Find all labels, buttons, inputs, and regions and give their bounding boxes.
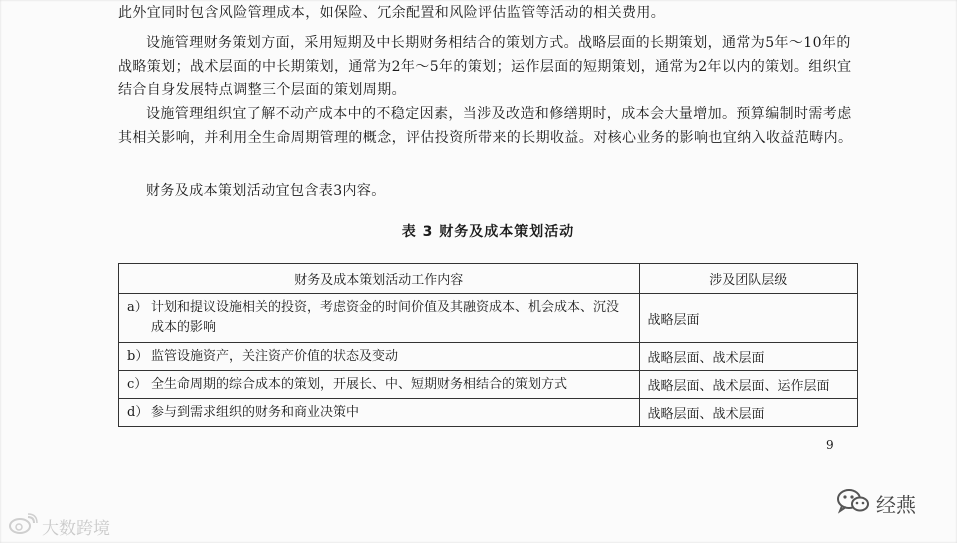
team-level-cell: 战略层面、战术层面 — [639, 399, 857, 427]
activity-cell — [119, 294, 640, 343]
activity-text: 计划和提议设施相关的投资，考虑资金的时间价值及其融资成本、机会成本、沉没成本的影响 — [151, 300, 620, 335]
activity-cell — [119, 399, 640, 427]
paragraph-text: 设施管理财务策划方面，采用短期及中长期财务相结合的策划方式。战略层面的长期策划，通常为5年～10年的战略策划；战术层面的中长期策划，通常为2年～5年的策划；运作层面的短期策划，通常为2年以内的策划。组织宜结合自身发展特点调整三个层面的策划周期。 — [118, 35, 852, 99]
column-header-content: 财务及成本策划活动工作内容 — [119, 264, 640, 294]
activity-cell — [119, 343, 640, 371]
paragraph-text: 此外宜同时包含风险管理成本，如保险、冗余配置和风险评估监管等活动的相关费用。 — [118, 5, 666, 21]
row-marker: c） — [127, 376, 148, 392]
watermark-left — [8, 513, 110, 540]
column-header-level: 涉及团队层级 — [639, 264, 857, 294]
activity-cell — [119, 371, 640, 399]
watermark-right — [836, 488, 916, 519]
team-level-cell: 战略层面、战术层面 — [639, 343, 857, 371]
financial-activities-table — [118, 263, 858, 427]
paragraph-real-estate-cost — [118, 103, 858, 150]
paragraph-table-reference — [118, 180, 858, 204]
team-level-cell: 战略层面 — [639, 294, 857, 343]
table-row — [119, 343, 858, 371]
team-level-cell: 战略层面、战术层面、运作层面 — [639, 371, 857, 399]
table-row — [119, 399, 858, 427]
activity-text: 参与到需求组织的财务和商业决策中 — [151, 404, 360, 420]
activity-text: 监管设施资产，关注资产价值的状态及变动 — [151, 348, 399, 364]
row-marker: a） — [127, 300, 148, 315]
table-header-row — [119, 264, 858, 294]
paragraph-text: 财务及成本策划活动宜包含表3内容。 — [146, 183, 386, 199]
table-row — [119, 371, 858, 399]
paragraph-text: 设施管理组织宜了解不动产成本中的不稳定因素，当涉及改造和修缮期时，成本会大量增加。预算编制时需考虑其相关影响，并利用全生命周期管理的概念，评估投资所带来的长期收益。对核心业务的影响也宜纳入收益范畴内。 — [118, 106, 853, 146]
watermark-left-text: 大数跨境 — [42, 519, 110, 539]
table-title: 表 3 财务及成本策划活动 — [401, 224, 575, 240]
row-marker: b） — [127, 348, 149, 364]
row-marker: d） — [127, 404, 149, 420]
page-number: 9 — [826, 438, 834, 452]
activity-text: 全生命周期的综合成本的策划，开展长、中、短期财务相结合的策划方式 — [151, 376, 568, 392]
weibo-logo-icon — [8, 513, 38, 540]
paragraph-risk-cost — [118, 2, 858, 26]
wechat-logo-icon — [836, 488, 870, 519]
watermark-right-text: 经燕 — [876, 493, 916, 517]
paragraph-financial-planning — [118, 32, 858, 103]
table-row — [119, 294, 858, 343]
